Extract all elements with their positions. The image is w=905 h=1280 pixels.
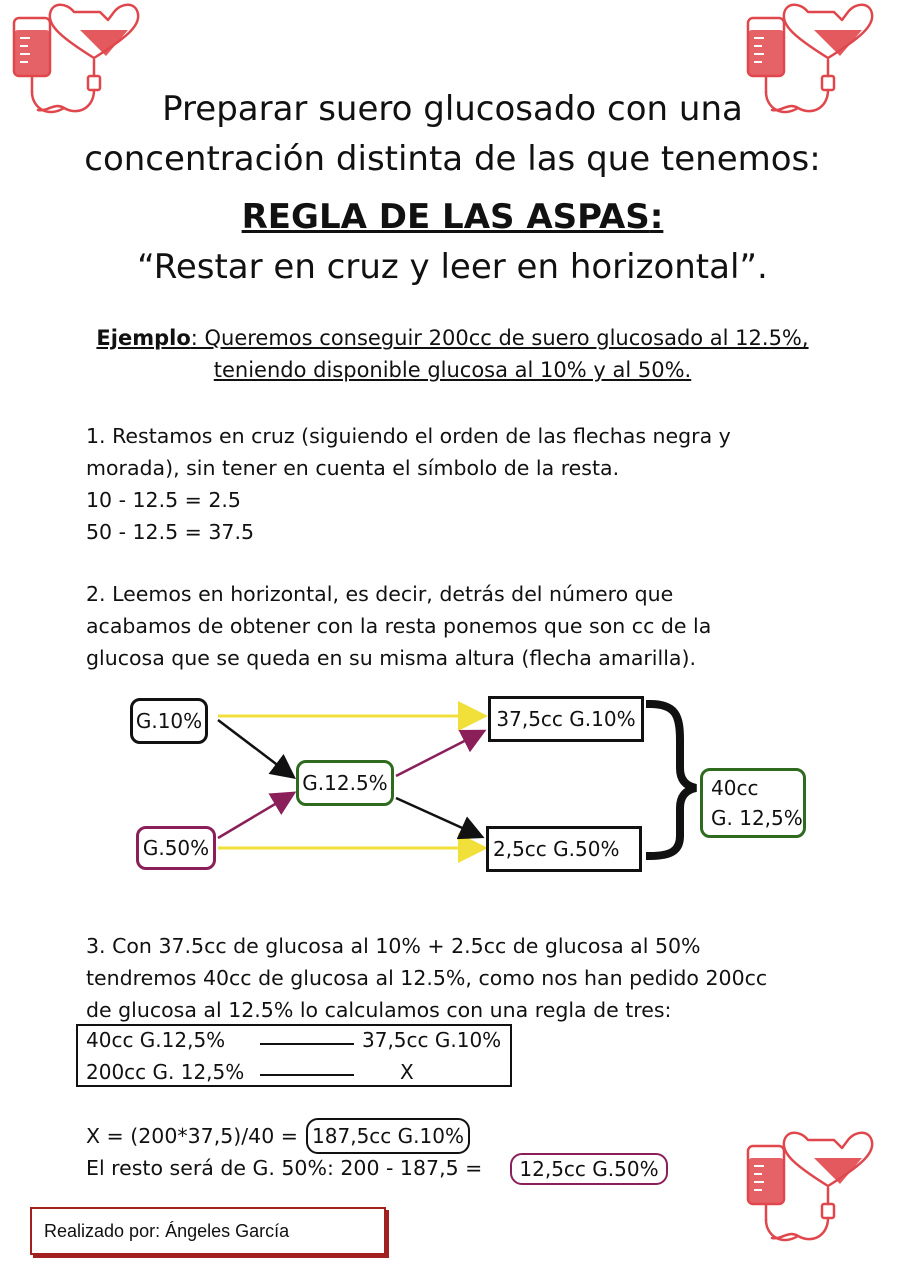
box-g50: G.50%: [136, 826, 216, 870]
black-arrow-2: [396, 798, 480, 836]
total-line-1: 40cc: [711, 776, 759, 800]
example-label: Ejemplo: [96, 326, 191, 350]
box-result-top: 37,5cc G.10%: [488, 696, 644, 742]
rule-row-1-right: 37,5cc G.10%: [362, 1028, 502, 1052]
total-line-2: G. 12,5%: [711, 806, 803, 830]
rule-dash-2: [260, 1074, 354, 1076]
step-3-line-3: de glucosa al 12.5% lo calculamos con una regla de tres:: [86, 998, 672, 1022]
rule-colon: :: [649, 197, 664, 237]
rule-row-2-left: 200cc G. 12,5%: [86, 1060, 245, 1084]
solution-result-2: 12,5cc G.50%: [510, 1153, 668, 1185]
rule-row-2-right: X: [400, 1060, 414, 1084]
solution-line-2: El resto será de G. 50%: 200 - 187,5 =: [86, 1156, 483, 1180]
example-line-1: [0, 322, 905, 354]
step-1-calc-1: 10 - 12.5 = 2.5: [86, 488, 241, 512]
step-3-line-1: 3. Con 37.5cc de glucosa al 10% + 2.5cc de glucosa al 50%: [86, 934, 701, 958]
solution-line-1: X = (200*37,5)/40 =: [86, 1124, 298, 1148]
box-result-bottom: 2,5cc G.50%: [486, 826, 642, 872]
curly-brace: [650, 704, 696, 856]
step-1-line-1: 1. Restamos en cruz (siguiendo el orden de las flechas negra y: [86, 424, 731, 448]
rule-name: REGLA DE LAS ASPAS: [241, 197, 650, 237]
title-line-2: concentración distinta de las que tenemos:: [84, 139, 821, 179]
box-g10: G.10%: [130, 698, 208, 744]
rule-heading: [0, 192, 905, 242]
title-line-1: Preparar suero glucosado con una: [162, 89, 743, 129]
step-1-line-2: morada), sin tener en cuenta el símbolo de la resta.: [86, 456, 620, 480]
purple-arrow-2: [396, 732, 482, 776]
box-target: G.12.5%: [296, 760, 394, 806]
box-total: [700, 768, 806, 838]
rule-motto: “Restar en cruz y leer en horizontal”.: [137, 247, 768, 287]
step-2-line-1: 2. Leemos en horizontal, es decir, detrás del número que: [86, 582, 674, 606]
step-3: [86, 930, 826, 1026]
black-arrow-1: [218, 720, 292, 776]
example-text-1: : Queremos conseguir 200cc de suero glucosado al 12.5%,: [190, 326, 809, 350]
step-2-line-2: acabamos de obtener con la resta ponemos que son cc de la: [86, 614, 712, 638]
step-2-line-3: glucosa que se queda en su misma altura (flecha amarilla).: [86, 646, 696, 670]
step-1-calc-2: 50 - 12.5 = 37.5: [86, 520, 255, 544]
rule-dash-1: [260, 1043, 354, 1045]
step-1: [86, 420, 826, 548]
rule-of-three-table: [76, 1024, 512, 1087]
rule-row-1-left: 40cc G.12,5%: [86, 1028, 226, 1052]
example-line-2: teniendo disponible glucosa al 10% y al 50%.: [213, 358, 692, 382]
step-3-line-2: tendremos 40cc de glucosa al 12.5%, como nos han pedido 200cc: [86, 966, 768, 990]
iv-bag-heart-icon: [742, 1128, 882, 1258]
step-2: [86, 578, 826, 674]
solution-result-1: 187,5cc G.10%: [306, 1118, 470, 1154]
purple-arrow-1: [218, 794, 292, 838]
author-credit: Realizado por: Ángeles García: [30, 1207, 386, 1255]
